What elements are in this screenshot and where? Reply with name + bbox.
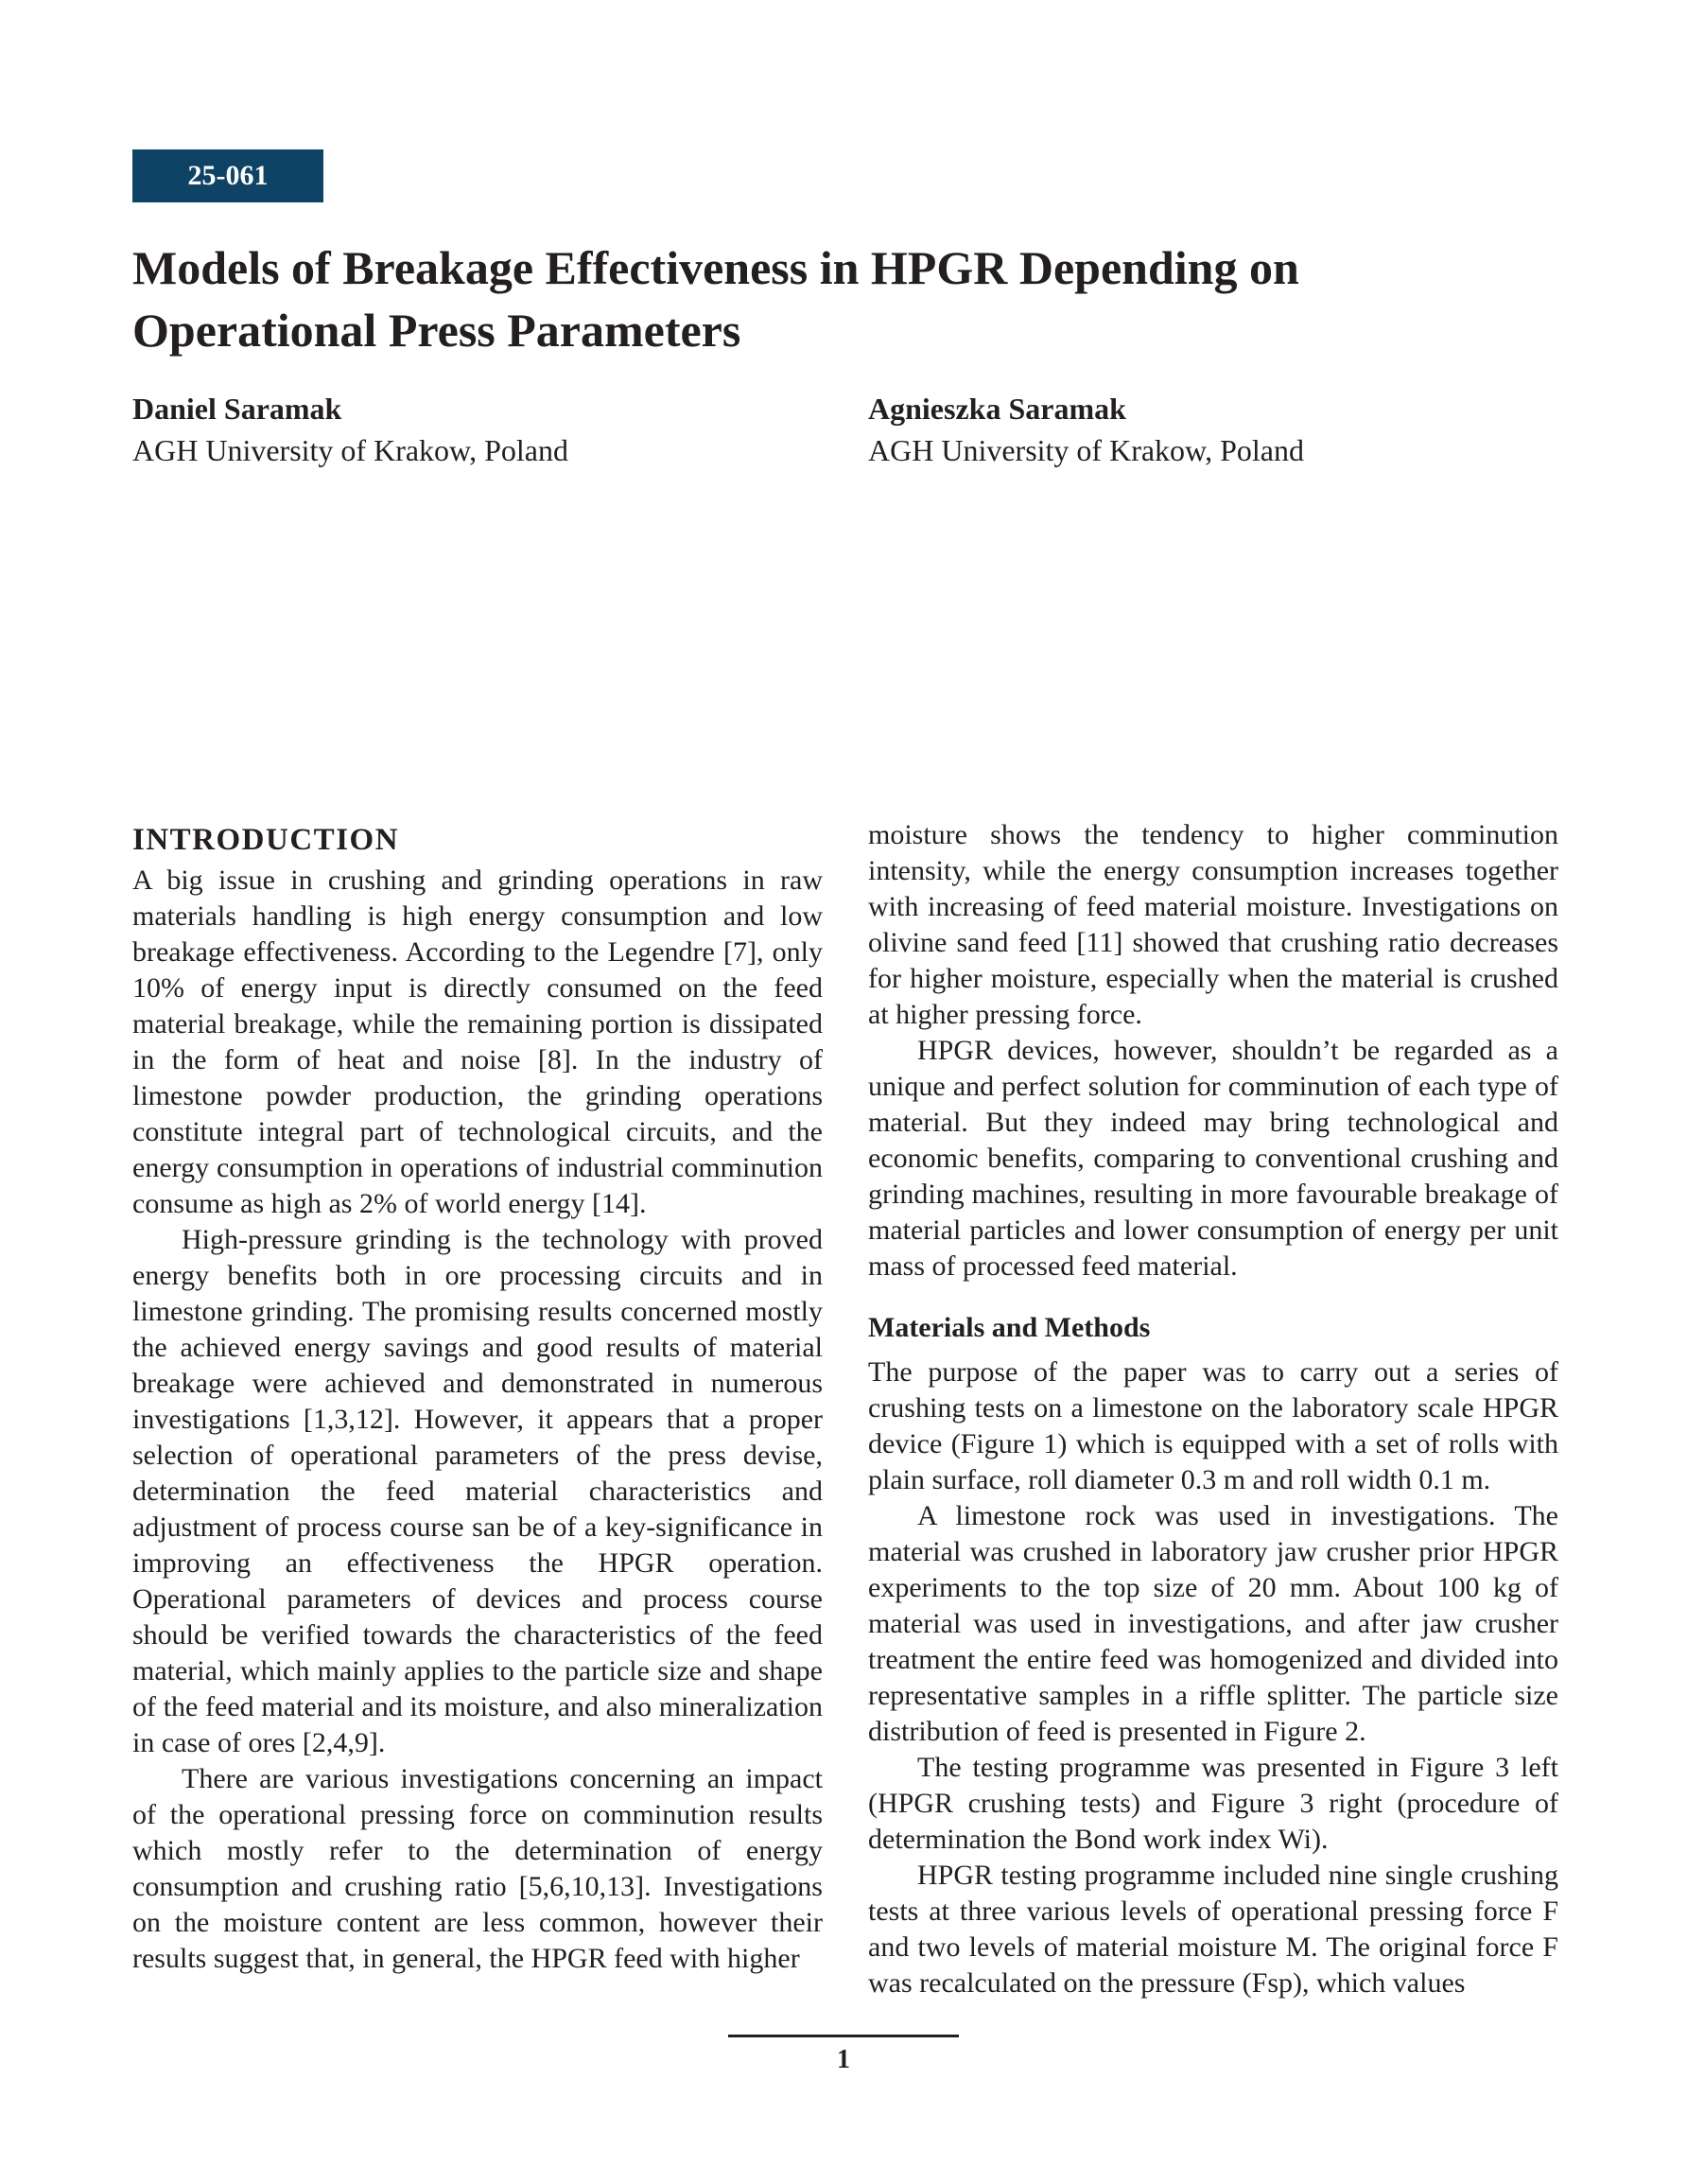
footer-rule [728,2035,959,2037]
paper-title: Models of Breakage Effectiveness in HPGR Depending on Operational Press Parameters [132,241,1299,357]
right-column [868,817,1558,2001]
intro-paragraph-4: HPGR devices, however, shouldn’t be regarded as a unique and perfect solution for comminution of each type of material. But they indeed may bring technological and economic benefits, comparing to conventional crushing and grinding machines, resulting in more favourable breakage of material particles and lower consumption of energy per unit mass of processed feed material. [868,1035,1558,1282]
author-block-2 [868,388,1530,471]
methods-paragraph-4: HPGR testing programme included nine single crushing tests at three various levels of operational pressing force F and two levels of material moisture M. The original force F was recalculated on the pressure (Fsp), which values [868,1860,1558,1999]
author-affiliation: AGH University of Krakow, Poland [132,433,568,467]
methods-paragraph-3: The testing programme was presented in Figure 3 left (HPGR crushing tests) and Figure 3 right (procedure of determination the Bond work index Wi). [868,1752,1558,1855]
paper-id-badge: 25-061 [132,149,323,202]
intro-paragraph-3-text: There are various investigations concerning an impact of the operational pressing force on comminution results which mostly refer to the determination of energy consumption and crushing ratio [5,6,10,13]. Investigations on the moisture content are less common, however their results suggest that, in general, the HPGR feed with higher [132,1763,823,1974]
introduction-heading: INTRODUCTION [132,823,400,857]
intro-paragraph-1: A big issue in crushing and grinding operations in raw materials handling is high energy consumption and low breakage effectiveness. According to the Legendre [7], only 10% of energy input is directly consumed on the feed material breakage, while the remaining portion is dissipated in the form of heat and noise [8]. In the industry of limestone powder production, the grinding operations constitute integral part of technological circuits, and the energy consumption in operations of industrial comminution consume as high as 2% of world energy [14]. [132,865,823,1219]
intro-paragraph-3 [132,1761,823,1977]
page-number: 1 [837,2045,850,2074]
author-name: Daniel Saramak [132,392,342,426]
author-block-1 [132,388,794,471]
intro-paragraph-2: High-pressure grinding is the technology with proved energy benefits both in ore processing circuits and in limestone grinding. The promising results concerned mostly the achieved energy savings and good results of material breakage were achieved and demonstrated in numerous investigations [1,3,12]. However, it appears that a proper selection of operational parameters of the press devise, determination the feed material characteristics and adjustment of process course san be of a key-significance in improving an effectiveness the HPGR operation. Operational parameters of devices and process course should be verified towards the characteristics of the feed material, which mainly applies to the particle size and shape of the feed material and its moisture, and also mineralization in case of ores [2,4,9]. [132,1224,823,1758]
methods-paragraph-1: The purpose of the paper was to carry out a series of crushing tests on a limestone on the laboratory scale HPGR device (Figure 1) which is equipped with a set of rolls with plain surface, roll diameter 0.3 m and roll width 0.1 m. [868,1356,1558,1495]
methods-paragraph-2: A limestone rock was used in investigations. The material was crushed in laboratory jaw crusher prior HPGR experiments to the top size of 20 mm. About 100 kg of material was used in investigations, and after jaw crusher treatment the entire feed was homogenized and divided into representative samples in a riffle splitter. The particle size distribution of feed is presented in Figure 2. [868,1500,1558,1747]
author-affiliation: AGH University of Krakow, Poland [868,433,1304,467]
left-column [132,819,823,1977]
methods-heading: Materials and Methods [868,1312,1151,1343]
author-name: Agnieszka Saramak [868,392,1126,426]
intro-paragraph-3-continued: moisture shows the tendency to higher comminution intensity, while the energy consumption increases together with increasing of feed material moisture. Investigations on olivine sand feed [11] showed that crushing ratio decreases for higher moisture, especially when the material is crushed at higher pressing force. [868,819,1558,1030]
